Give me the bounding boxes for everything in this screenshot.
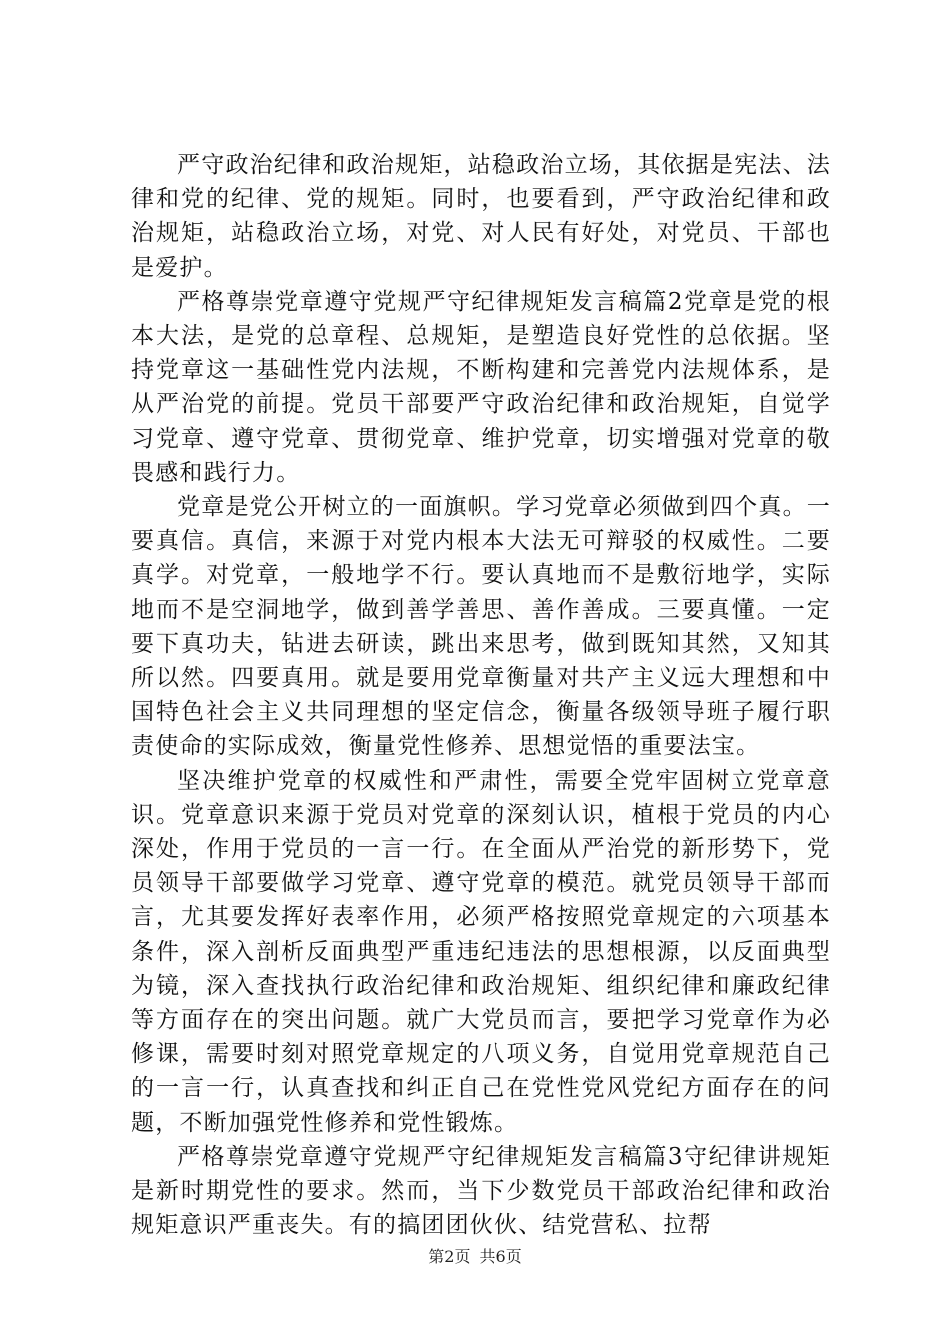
paragraph: 严格尊崇党章遵守党规严守纪律规矩发言稿篇2党章是党的根本大法，是党的总章程、总规矩，是塑造良好党性的总依据。坚持党章这一基础性党内法规，不断构建和完善党内法规体系，是从严治党的前提。党员干部要严守政治纪律和政治规矩，自觉学习党章、遵守党章、贯彻党章、维护党章，切实增强对党章的敬畏感和践行力。 bbox=[131, 288, 831, 486]
page-total: 共6页 bbox=[479, 1247, 522, 1266]
page-number: 第2页 bbox=[428, 1247, 471, 1266]
paragraph: 坚决维护党章的权威性和严肃性，需要全党牢固树立党章意识。党章意识来源于党员对党章的深刻认识，植根于党员的内心深处，作用于党员的一言一行。在全面从严治党的新形势下，党员领导干部要做学习党章、遵守党章的模范。就党员领导干部而言，尤其要发挥好表率作用，必须严格按照党章规定的六项基本条件，深入剖析反面典型严重违纪违法的思想根源，以反面典型为镜，深入查找执行政治纪律和政治规矩、组织纪律和廉政纪律等方面存在的突出问题。就广大党员而言，要把学习党章作为必修课，需要时刻对照党章规定的八项义务，自觉用党章规范自己的一言一行，认真查找和纠正自己在党性党风党纪方面存在的问题，不断加强党性修养和党性锻炼。 bbox=[131, 767, 831, 1136]
document-body bbox=[131, 148, 831, 1243]
paragraph: 严格尊崇党章遵守党规严守纪律规矩发言稿篇3守纪律讲规矩是新时期党性的要求。然而，当下少数党员干部政治纪律和政治规矩意识严重丧失。有的搞团团伙伙、结党营私、拉帮 bbox=[131, 1143, 831, 1239]
paragraph: 严守政治纪律和政治规矩，站稳政治立场，其依据是宪法、法律和党的纪律、党的规矩。同时，也要看到，严守政治纪律和政治规矩，站稳政治立场，对党、对人民有好处，对党员、干部也是爱护。 bbox=[131, 152, 831, 281]
page-footer bbox=[0, 1244, 950, 1267]
paragraph: 党章是党公开树立的一面旗帜。学习党章必须做到四个真。一要真信。真信，来源于对党内根本大法无可辩驳的权威性。二要真学。对党章，一般地学不行。要认真地而不是敷衍地学，实际地而不是空洞地学，做到善学善思、善作善成。三要真懂。一定要下真功夫，钻进去研读，跳出来思考，做到既知其然，又知其所以然。四要真用。就是要用党章衡量对共产主义远大理想和中国特色社会主义共同理想的坚定信念，衡量各级领导班子履行职责使命的实际成效，衡量党性修养、思想觉悟的重要法宝。 bbox=[131, 494, 831, 760]
